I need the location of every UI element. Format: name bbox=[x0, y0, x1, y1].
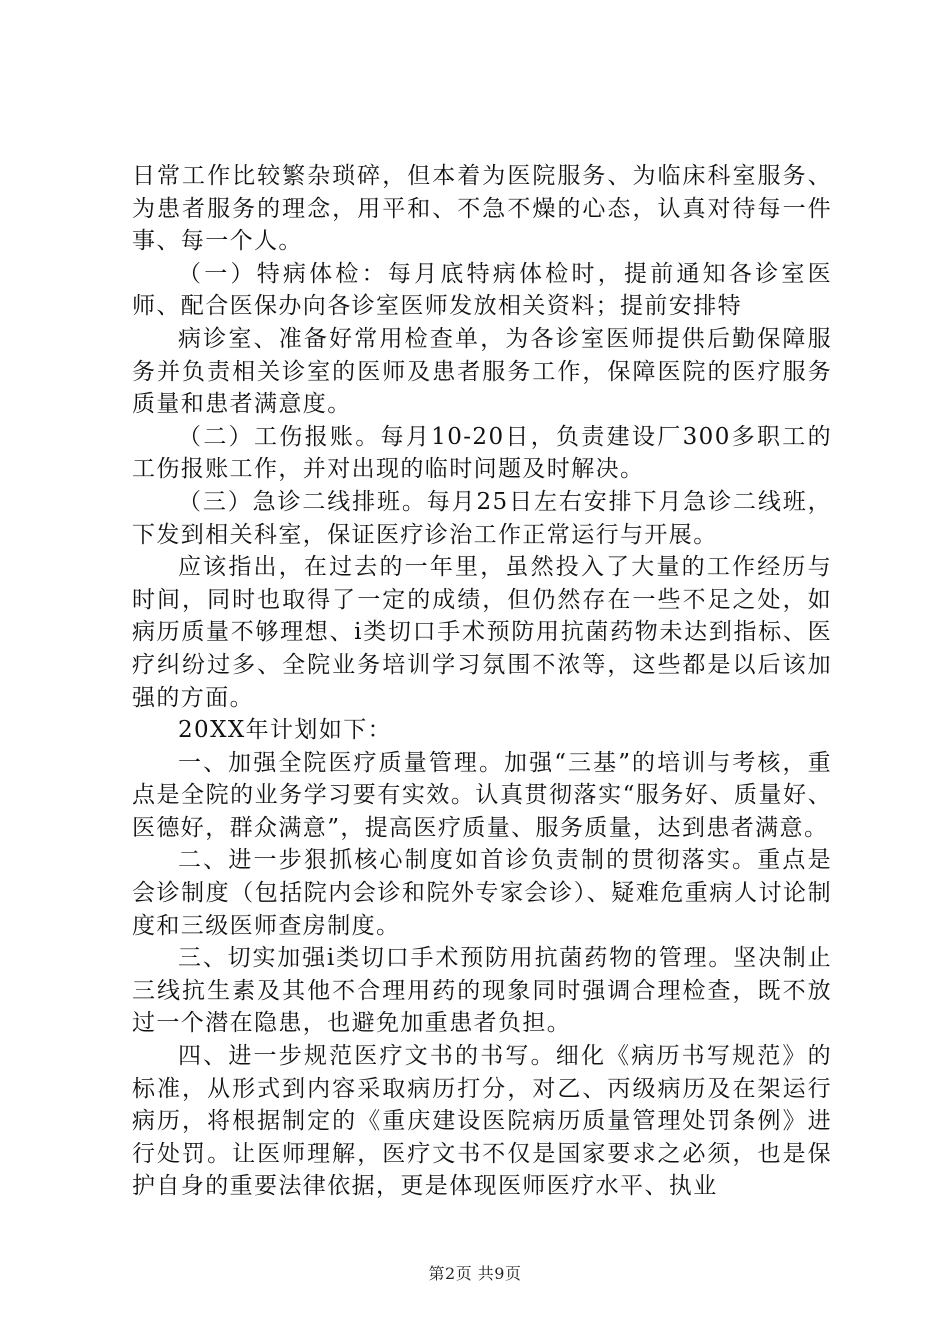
paragraph-injury-claims: （二）工伤报账。每月10-20日，负责建设厂300多职工的工伤报账工作，并对出现的临时问题及时解决。 bbox=[132, 423, 832, 483]
paragraph-special-clinic: 病诊室、准备好常用检查单，为各诊室医师提供后勤保障服务并负责相关诊室的医师及患者服务工作，保障医院的医疗服务质量和患者满意度。 bbox=[132, 325, 832, 418]
paragraph-special-checkup: （一）特病体检：每月底特病体检时，提前通知各诊室医师、配合医保办向各诊室医师发放相关资料；提前安排特 bbox=[132, 260, 832, 320]
paragraph-plan-heading: 20XX年计划如下： bbox=[178, 717, 393, 744]
paragraph-plan-item-2: 二、进一步狠抓核心制度如首诊负责制的贯彻落实。重点是会诊制度（包括院内会诊和院外专家会诊）、疑难危重病人讨论制度和三级医师查房制度。 bbox=[132, 847, 832, 939]
paragraph-plan-item-4: 四、进一步规范医疗文书的书写。细化《病历书写规范》的标准，从形式到内容采取病历打分，对乙、丙级病历及在架运行病历，将根据制定的《重庆建设医院病历质量管理处罚条例》进行处罚。让医师理解，医疗文书不仅是国家要求之必须，也是保护自身的重要法律依据，更是体现医师医疗水平、执业 bbox=[132, 1043, 832, 1200]
paragraph-daily-work: 日常工作比较繁杂琐碎，但本着为医院服务、为临床科室服务、为患者服务的理念，用平和、不急不燥的心态，认真对待每一件事、每一个人。 bbox=[132, 163, 832, 255]
paragraph-plan-item-3: 三、切实加强i类切口手术预防用抗菌药物的管理。坚决制止三线抗生素及其他不合理用药的现象同时强调合理检查，既不放过一个潜在隐患，也避免加重患者负担。 bbox=[132, 945, 832, 1037]
paragraph-shortcomings: 应该指出，在过去的一年里，虽然投入了大量的工作经历与时间，同时也取得了一定的成绩，但仍然存在一些不足之处，如病历质量不够理想、i类切口手术预防用抗菌药物未达到指标、医疗纠纷过多、全院业务培训学习氛围不浓等，这些都是以后该加强的方面。 bbox=[132, 554, 832, 711]
document-body bbox=[132, 160, 832, 1203]
page-number-footer: 第2页 共9页 bbox=[428, 1264, 522, 1283]
paragraph-emergency-shift: （三）急诊二线排班。每月25日左右安排下月急诊二线班，下发到相关科室，保证医疗诊治工作正常运行与开展。 bbox=[132, 488, 832, 548]
paragraph-plan-item-1: 一、加强全院医疗质量管理。加强“三基”的培训与考核，重点是全院的业务学习要有实效。认真贯彻落实“服务好、质量好、医德好，群众满意”，提高医疗质量、服务质量，达到患者满意。 bbox=[132, 749, 832, 841]
